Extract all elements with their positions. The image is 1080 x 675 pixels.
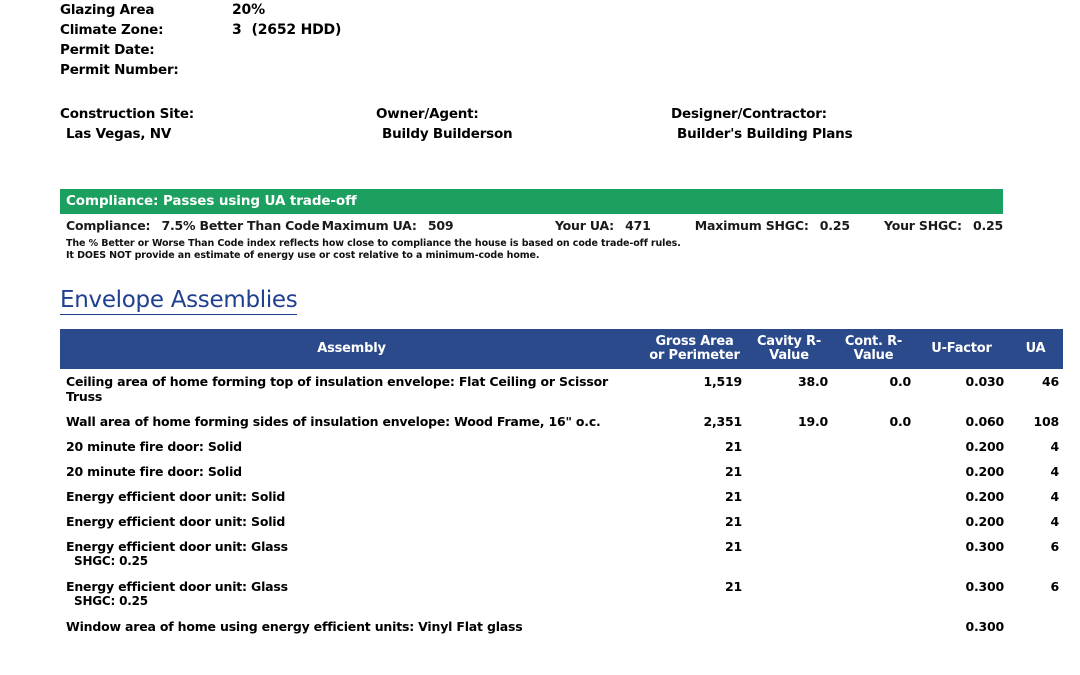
stat-value: 0.25: [819, 218, 850, 233]
cell-cavity-r-value: 38.0: [797, 374, 828, 389]
cell-cavity-r-value: [746, 434, 832, 459]
cell-u-factor: 0.030: [965, 374, 1004, 389]
table-row: [60, 409, 1063, 434]
summary-value: 20%: [232, 2, 265, 18]
cell-u-factor: 0.300: [965, 619, 1004, 634]
summary-row-permit-number: [60, 62, 1020, 82]
cell-ua: 4: [1050, 514, 1059, 529]
party-construction-site: [60, 106, 376, 142]
cell-cont-r-value: 0.0: [889, 414, 911, 429]
cell-ua: 4: [1050, 464, 1059, 479]
compliance-banner: Compliance: Passes using UA trade-off: [60, 189, 1003, 214]
table-header: [60, 329, 1063, 369]
cell-cont-r-value: 0.0: [889, 374, 911, 389]
summary-row-permit-date: [60, 42, 1020, 62]
column-header-ua: UA: [1008, 329, 1063, 369]
cell-u-factor: 0.300: [965, 539, 1004, 554]
compliance-note-line-2: It DOES NOT provide an estimate of energy use or cost relative to a minimum-code home.: [66, 249, 540, 261]
stat-value: 7.5% Better Than Code: [161, 218, 320, 233]
stat-label-your-shgc: Your SHGC:: [883, 218, 962, 233]
envelope-assemblies-table: [60, 329, 1063, 639]
cell-cavity-r-value: [746, 509, 832, 534]
cell-u-factor: 0.200: [965, 514, 1004, 529]
stat-value: 471: [625, 218, 651, 233]
summary-label: Glazing Area: [60, 2, 155, 18]
cell-gross-area: 21: [725, 489, 742, 504]
cell-assembly: Wall area of home forming sides of insulation envelope: Wood Frame, 16" o.c.: [66, 414, 601, 429]
climate-zone-hdd: (2652 HDD): [251, 22, 342, 38]
cell-cavity-r-value: [746, 459, 832, 484]
cell-u-factor: 0.300: [965, 579, 1004, 594]
cell-assembly: [60, 574, 643, 614]
stat-label: Your UA:: [554, 218, 614, 233]
table-row: [60, 614, 1063, 639]
cell-ua: 4: [1050, 489, 1059, 504]
stat-maximum-ua: [322, 218, 555, 233]
stat-label: Compliance:: [66, 218, 151, 233]
cell-ua: 46: [1042, 374, 1059, 389]
cell-ua: 108: [1033, 414, 1059, 429]
table-body: [60, 369, 1063, 639]
cell-cont-r-value: [832, 574, 915, 614]
stat-compliance: [66, 218, 322, 233]
column-header-gross-area: Gross Area or Perimeter: [643, 329, 746, 369]
party-owner-agent: [376, 106, 671, 142]
cell-gross-area: 2,351: [703, 414, 742, 429]
cell-cont-r-value: [832, 534, 915, 574]
stat-label: Maximum SHGC:: [694, 218, 809, 233]
cell-gross-area: 21: [725, 539, 742, 554]
stat-value: 509: [427, 218, 454, 233]
summary-value: [232, 22, 341, 38]
cell-cont-r-value: [832, 434, 915, 459]
cell-cavity-r-value: [746, 574, 832, 614]
cell-cont-r-value: [832, 459, 915, 484]
cell-cavity-r-value: [746, 484, 832, 509]
party-title: Designer/Contractor:: [671, 106, 827, 122]
cell-assembly: Energy efficient door unit: Solid: [66, 489, 286, 504]
cell-cont-r-value: [832, 484, 915, 509]
cell-assembly: [60, 534, 643, 574]
cell-cont-r-value: [832, 614, 915, 639]
cell-u-factor: 0.200: [965, 439, 1004, 454]
cell-gross-area: 21: [725, 514, 742, 529]
compliance-stats: [60, 214, 1003, 233]
cell-assembly-subtext: SHGC: 0.25: [74, 594, 148, 608]
stat-label: Maximum UA:: [321, 218, 417, 233]
compliance-block: [60, 189, 1003, 261]
column-header-assembly: Assembly: [60, 329, 643, 369]
table-row: [60, 484, 1063, 509]
cell-cont-r-value: [832, 509, 915, 534]
cell-cavity-r-value: [746, 614, 832, 639]
cell-u-factor: 0.200: [965, 489, 1004, 504]
party-value: Las Vegas, NV: [66, 126, 172, 142]
table-row: [60, 459, 1063, 484]
cell-ua: 6: [1050, 579, 1059, 594]
stat-value-your-shgc: 0.25: [972, 218, 1003, 233]
cell-ua: 4: [1050, 439, 1059, 454]
summary-block: [60, 0, 1020, 82]
party-value: Builder's Building Plans: [677, 126, 853, 142]
column-header-cavity-r-value: Cavity R-Value: [746, 329, 832, 369]
cell-assembly-text: Energy efficient door unit: Glass: [66, 539, 288, 554]
cell-u-factor: 0.060: [965, 414, 1004, 429]
compliance-note: [60, 238, 1003, 261]
cell-assembly: Ceiling area of home forming top of insulation envelope: Flat Ceiling or Scissor Truss: [66, 374, 608, 404]
table-row: [60, 509, 1063, 534]
cell-assembly: 20 minute fire door: Solid: [66, 464, 242, 479]
table-row: [60, 534, 1063, 574]
summary-label: Climate Zone:: [60, 22, 164, 38]
cell-u-factor: 0.200: [965, 464, 1004, 479]
summary-row-climate-zone: [60, 22, 1020, 42]
envelope-assemblies-heading-wrap: [60, 261, 1020, 315]
cell-assembly-text: Energy efficient door unit: Glass: [66, 579, 288, 594]
cell-cavity-r-value: 19.0: [797, 414, 828, 429]
party-title: Owner/Agent:: [376, 106, 479, 122]
stat-your-ua: [555, 218, 695, 233]
cell-gross-area: 21: [725, 579, 742, 594]
column-header-u-factor: U-Factor: [915, 329, 1008, 369]
cell-assembly: Window area of home using energy efficient units: Vinyl Flat glass: [66, 619, 523, 634]
cell-ua: 6: [1050, 539, 1059, 554]
table-row: [60, 434, 1063, 459]
column-header-cont-r-value: Cont. R-Value: [832, 329, 915, 369]
climate-zone-number: 3: [232, 22, 242, 38]
stat-maximum-shgc: [695, 218, 1003, 233]
cell-assembly: Energy efficient door unit: Solid: [66, 514, 286, 529]
cell-ua: [1008, 614, 1063, 639]
summary-label: Permit Date:: [60, 42, 155, 58]
table-row: [60, 574, 1063, 614]
summary-row-glazing-area: [60, 2, 1020, 22]
cell-cavity-r-value: [746, 534, 832, 574]
compliance-note-line-1: The % Better or Worse Than Code index reflects how close to compliance the house is based on code trade-off rules.: [66, 238, 681, 249]
table-row: [60, 369, 1063, 409]
party-title: Construction Site:: [60, 106, 194, 122]
party-value: Buildy Builderson: [382, 126, 513, 142]
parties-block: [60, 106, 1020, 142]
cell-assembly: 20 minute fire door: Solid: [66, 439, 242, 454]
summary-label: Permit Number:: [60, 62, 179, 78]
page-title: Envelope Assemblies: [60, 287, 298, 313]
cell-gross-area: 21: [725, 439, 742, 454]
cell-gross-area: 1,519: [703, 374, 742, 389]
party-designer-contractor: [671, 106, 1001, 142]
cell-gross-area: [643, 614, 746, 639]
cell-gross-area: 21: [725, 464, 742, 479]
cell-assembly-subtext: SHGC: 0.25: [74, 554, 148, 568]
table-header-row: [60, 329, 1063, 369]
